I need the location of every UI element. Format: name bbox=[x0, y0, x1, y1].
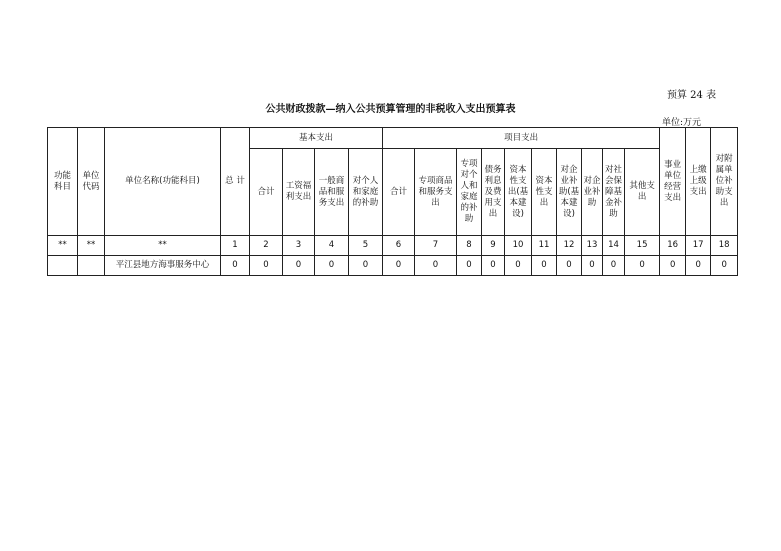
col-biz-operation: 事业单位经营支出 bbox=[660, 128, 686, 236]
header-row-groups bbox=[48, 128, 738, 149]
index-cell: 12 bbox=[557, 236, 582, 256]
value-cell: 0 bbox=[505, 256, 532, 276]
index-cell: 1 bbox=[221, 236, 250, 256]
value-cell: 0 bbox=[660, 256, 686, 276]
index-cell: 9 bbox=[482, 236, 505, 256]
col-unit-name: 单位名称(功能科目) bbox=[105, 128, 221, 236]
col-basic-goods: 一般商品和服务支出 bbox=[315, 149, 349, 236]
value-cell: 0 bbox=[482, 256, 505, 276]
col-proj-goods: 专项商品和服务支出 bbox=[415, 149, 457, 236]
col-basic-salary: 工资福利支出 bbox=[283, 149, 315, 236]
col-basic-subsidy: 对个人和家庭的补助 bbox=[349, 149, 383, 236]
col-proj-enterprise: 对企业补助 bbox=[582, 149, 603, 236]
value-cell: 0 bbox=[283, 256, 315, 276]
page-title: 公共财政拨款—纳入公共预算管理的非税收入支出预算表 bbox=[265, 104, 516, 115]
table-row bbox=[48, 256, 738, 276]
col-proj-sum: 合计 bbox=[383, 149, 415, 236]
value-cell: 0 bbox=[415, 256, 457, 276]
col-proj-social: 对社会保障基金补助 bbox=[603, 149, 625, 236]
value-cell: 0 bbox=[557, 256, 582, 276]
index-cell: 2 bbox=[250, 236, 283, 256]
group-basic-expenditure: 基本支出 bbox=[250, 128, 383, 149]
col-proj-capital: 资本性支出 bbox=[532, 149, 557, 236]
index-cell: 10 bbox=[505, 236, 532, 256]
value-cell: 0 bbox=[686, 256, 711, 276]
doc-number: 预算 24 表 bbox=[667, 90, 717, 101]
budget-table bbox=[47, 127, 738, 276]
group-project-expenditure: 项目支出 bbox=[383, 128, 660, 149]
col-basic-sum: 合计 bbox=[250, 149, 283, 236]
col-proj-enterprise-build: 对企业补助(基本建设) bbox=[557, 149, 582, 236]
value-cell: 0 bbox=[250, 256, 283, 276]
col-proj-other: 其他支出 bbox=[625, 149, 660, 236]
unit-label: 单位:万元 bbox=[662, 118, 702, 128]
index-cell: 8 bbox=[457, 236, 482, 256]
unit-code-cell bbox=[78, 256, 105, 276]
index-cell: 15 bbox=[625, 236, 660, 256]
index-cell: 16 bbox=[660, 236, 686, 256]
index-cell: ** bbox=[48, 236, 78, 256]
col-total: 总 计 bbox=[221, 128, 250, 236]
value-cell: 0 bbox=[582, 256, 603, 276]
value-cell: 0 bbox=[603, 256, 625, 276]
value-cell: 0 bbox=[532, 256, 557, 276]
index-cell: ** bbox=[78, 236, 105, 256]
index-cell: 6 bbox=[383, 236, 415, 256]
value-cell: 0 bbox=[221, 256, 250, 276]
index-cell: 7 bbox=[415, 236, 457, 256]
value-cell: 0 bbox=[315, 256, 349, 276]
unit-name-cell: 平江县地方海事服务中心 bbox=[105, 256, 221, 276]
index-cell: 17 bbox=[686, 236, 711, 256]
col-proj-capital-build: 资本性支出(基本建设) bbox=[505, 149, 532, 236]
index-row bbox=[48, 236, 738, 256]
func-code-cell bbox=[48, 256, 78, 276]
value-cell: 0 bbox=[349, 256, 383, 276]
col-upper-level: 上缴上级支出 bbox=[686, 128, 711, 236]
col-proj-debt: 债务利息及费用支出 bbox=[482, 149, 505, 236]
index-cell: ** bbox=[105, 236, 221, 256]
index-cell: 3 bbox=[283, 236, 315, 256]
index-cell: 4 bbox=[315, 236, 349, 256]
col-affiliated: 对附属单位补助支出 bbox=[711, 128, 738, 236]
index-cell: 13 bbox=[582, 236, 603, 256]
value-cell: 0 bbox=[625, 256, 660, 276]
index-cell: 5 bbox=[349, 236, 383, 256]
index-cell: 18 bbox=[711, 236, 738, 256]
col-proj-subsidy: 专项对个人和家庭的补助 bbox=[457, 149, 482, 236]
col-unit-code: 单位代码 bbox=[78, 128, 105, 236]
col-func-code: 功能科目 bbox=[48, 128, 78, 236]
value-cell: 0 bbox=[457, 256, 482, 276]
value-cell: 0 bbox=[383, 256, 415, 276]
value-cell: 0 bbox=[711, 256, 738, 276]
index-cell: 14 bbox=[603, 236, 625, 256]
index-cell: 11 bbox=[532, 236, 557, 256]
